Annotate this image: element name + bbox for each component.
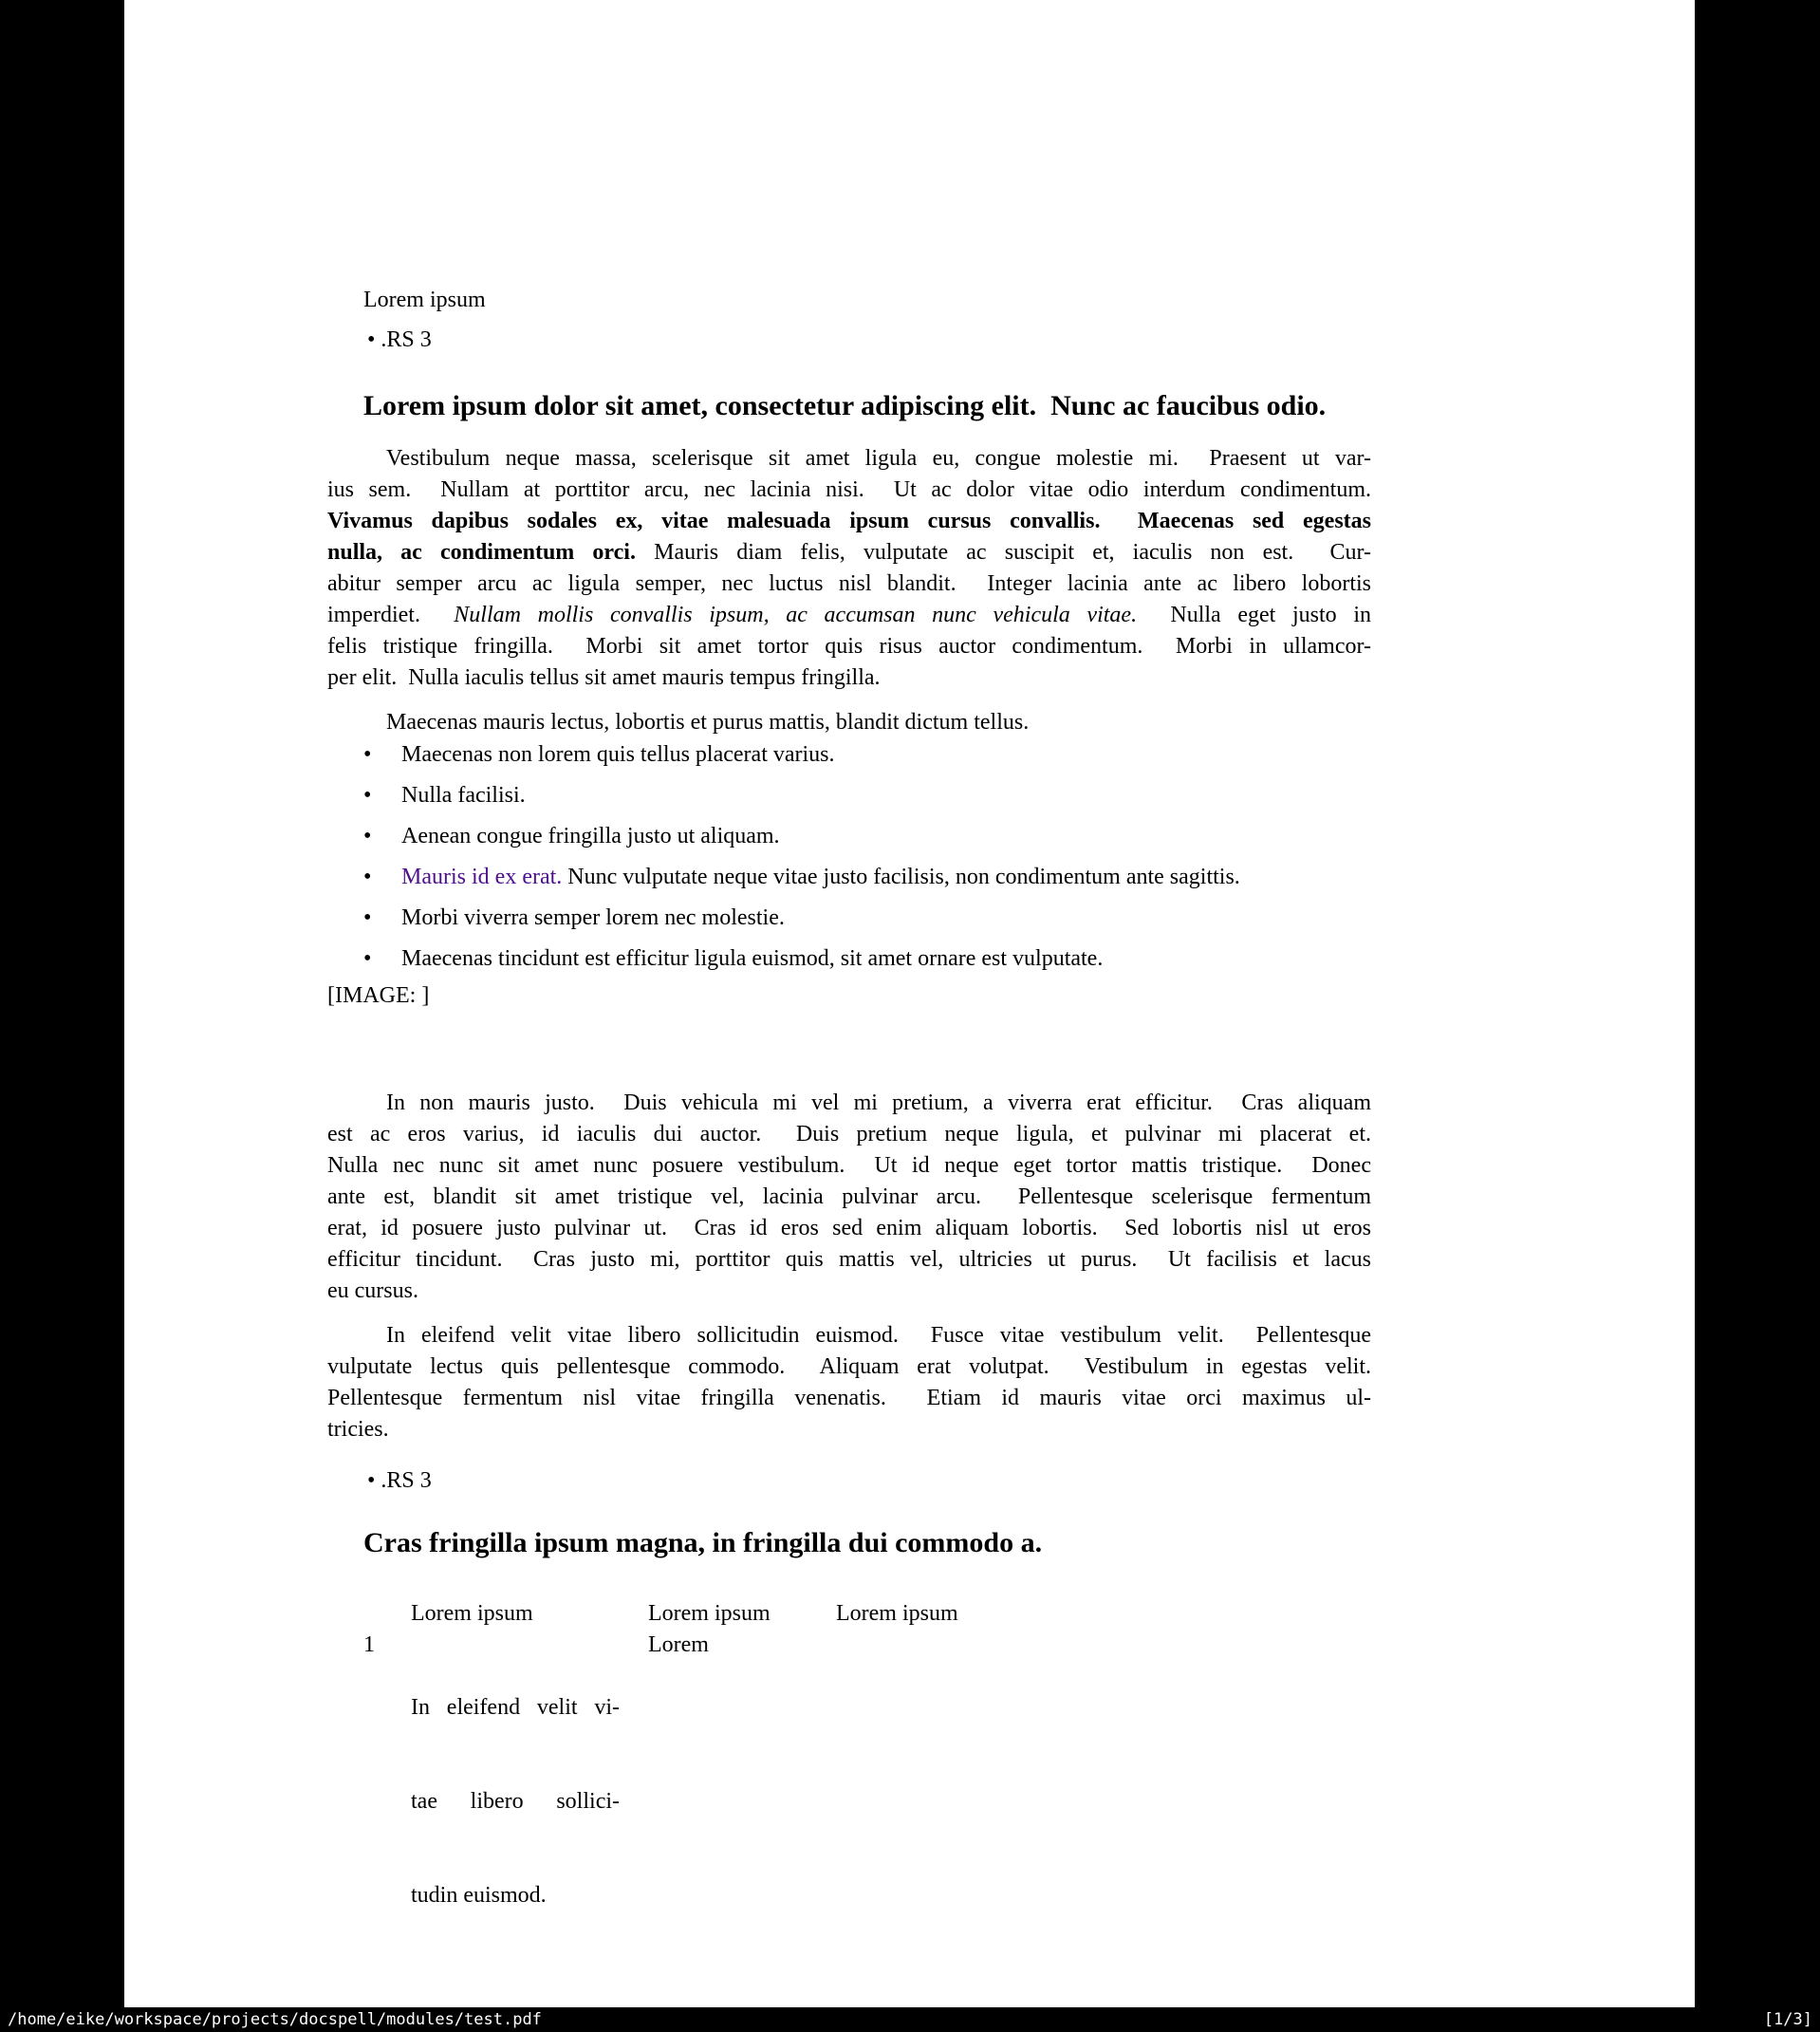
paragraph-line: abitur semper arcu ac ligula semper, nec luctus nisl blandit. Integer lacinia ante ac libero lobortis xyxy=(327,571,1371,596)
data-table xyxy=(363,1598,1045,1974)
section-heading-1: Lorem ipsum dolor sit amet, consectetur adipiscing elit. Nunc ac faucibus odio. xyxy=(363,390,1327,421)
statusbar-page-indicator: [1/3] xyxy=(1763,2010,1812,2029)
table-row-number: 1 xyxy=(363,1632,375,1657)
rs-bullet-line-2 xyxy=(327,1465,1371,1497)
list-item xyxy=(327,821,1371,862)
paragraph-line xyxy=(327,537,1371,569)
table-header-row xyxy=(363,1598,1045,1630)
hyperlink-mauris-id-ex-erat[interactable]: Mauris id ex erat. xyxy=(401,865,563,889)
table-header-num xyxy=(363,1598,411,1630)
plain-text: Mauris diam felis, vulputate ac suscipit et, iaculis non est. Cur- xyxy=(635,540,1371,565)
table-cell-line: tae libero sollici- xyxy=(411,1789,620,1814)
paragraph-line: per elit. Nulla iaculis tellus sit amet mauris tempus fringilla. xyxy=(327,665,881,690)
paragraph-line: est ac eros varius, id iaculis dui auctor. Duis pretium neque ligula, et pulvinar mi placerat et. xyxy=(327,1122,1371,1146)
image-placeholder xyxy=(327,980,1371,1012)
list-item-text: Maecenas non lorem quis tellus placerat varius. xyxy=(401,742,835,767)
paragraph-line: In eleifend velit vitae libero sollicitudin euismod. Fusce vitae vestibulum velit. Pellentesque xyxy=(386,1323,1371,1348)
paragraph-line: felis tristique fringilla. Morbi sit amet tortor quis risus auctor condimentum. Morbi in ullamcor- xyxy=(327,634,1371,659)
paragraph-line: efficitur tincidunt. Cras justo mi, porttitor quis mattis vel, ultricies ut purus. Ut facilisis et lacus xyxy=(327,1247,1371,1272)
plain-text: Nulla eget justo in xyxy=(1137,603,1371,627)
bold-text: nulla, ac condimentum orci. xyxy=(327,540,636,565)
image-placeholder-text: [IMAGE: ] xyxy=(327,983,430,1008)
list-item-text: Nulla facilisi. xyxy=(401,783,526,808)
statusbar-file-path: /home/eike/workspace/projects/docspell/modules/test.pdf xyxy=(8,2010,542,2029)
paragraph-line xyxy=(327,600,1371,631)
bullet-icon: • xyxy=(363,824,372,848)
list-item-text: Maecenas tincidunt est efficitur ligula euismod, sit amet ornare est vulputate. xyxy=(401,946,1104,971)
paragraph-line: ius sem. Nullam at porttitor arcu, nec lacinia nisi. Ut ac dolor vitae odio interdum condimentum. xyxy=(327,477,1371,502)
paragraph-2 xyxy=(327,1088,1371,1307)
bullet-icon: • xyxy=(363,865,372,889)
paragraph-line-bold: Vivamus dapibus sodales ex, vitae malesuada ipsum cursus convallis. Maecenas sed egestas xyxy=(327,509,1371,533)
list-item xyxy=(327,739,1371,780)
document-page[interactable] xyxy=(124,0,1695,2007)
list-item-text: Nunc vulputate neque vitae justo facilisis, non condimentum ante sagittis. xyxy=(562,865,1240,889)
list-item xyxy=(327,903,1371,943)
list-item xyxy=(327,862,1371,903)
italic-text: Nullam mollis convallis ipsum, ac accumsan nunc vehicula vitae. xyxy=(454,603,1138,627)
list-item xyxy=(327,943,1371,984)
top-paragraph-text: Lorem ipsum xyxy=(363,288,486,312)
section-heading-2: Cras fringilla ipsum magna, in fringilla dui commodo a. xyxy=(363,1527,1043,1558)
paragraph-line: Vestibulum neque massa, scelerisque sit amet ligula eu, congue molestie mi. Praesent ut var- xyxy=(386,446,1371,471)
bullet-list xyxy=(327,739,1371,984)
list-item-text: Morbi viverra semper lorem nec molestie. xyxy=(401,905,785,930)
paragraph-line: Maecenas mauris lectus, lobortis et purus mattis, blandit dictum tellus. xyxy=(386,710,1030,735)
paragraph-line: vulputate lectus quis pellentesque commodo. Aliquam erat volutpat. Vestibulum in egestas velit. xyxy=(327,1354,1371,1379)
top-paragraph xyxy=(327,285,1371,316)
paragraph-line: Pellentesque fermentum nisl vitae fringilla venenatis. Etiam id mauris vitae orci maximus ul- xyxy=(327,1386,1371,1410)
rs-bullet-text: • .RS 3 xyxy=(367,1468,432,1493)
paragraph-maecenas xyxy=(327,707,1371,738)
paragraph-line: tricies. xyxy=(327,1417,389,1442)
rs-bullet-line-1 xyxy=(327,325,1371,356)
paragraph-line: erat, id posuere justo pulvinar ut. Cras id eros sed enim aliquam lobortis. Sed lobortis nisl ut eros xyxy=(327,1216,1371,1240)
paragraph-line: In non mauris justo. Duis vehicula mi vel mi pretium, a viverra erat efficitur. Cras aliquam xyxy=(386,1091,1371,1115)
table-cell-description xyxy=(411,1630,648,1974)
paragraph-line: ante est, blandit sit amet tristique vel, lacinia pulvinar arcu. Pellentesque scelerisque fermentum xyxy=(327,1184,1371,1209)
list-item-text: Aenean congue fringilla justo ut aliquam. xyxy=(401,824,780,848)
bullet-icon: • xyxy=(363,742,372,767)
bullet-icon: • xyxy=(363,783,372,808)
plain-text: imperdiet. xyxy=(327,603,455,627)
table-header-cell: Lorem ipsum xyxy=(836,1601,958,1626)
paragraph-line: Nulla nec nunc sit amet nunc posuere vestibulum. Ut id neque eget tortor mattis tristique. Donec xyxy=(327,1153,1371,1178)
table-row xyxy=(363,1630,1045,1974)
table-header-cell: Lorem ipsum xyxy=(648,1601,771,1626)
table-cell: Lorem xyxy=(648,1632,709,1657)
bullet-icon: • xyxy=(363,946,372,971)
table-header-cell: Lorem ipsum xyxy=(411,1601,533,1626)
table-cell-line: tudin euismod. xyxy=(411,1883,547,1908)
statusbar xyxy=(0,2007,1820,2032)
table-cell-line: In eleifend velit vi- xyxy=(411,1695,620,1720)
paragraph-line: eu cursus. xyxy=(327,1278,418,1303)
paragraph-1 xyxy=(327,443,1371,694)
table-cell xyxy=(836,1630,1045,1974)
list-item xyxy=(327,780,1371,821)
bullet-icon: • xyxy=(363,905,372,930)
rs-bullet-text: • .RS 3 xyxy=(367,327,432,352)
paragraph-3 xyxy=(327,1320,1371,1445)
